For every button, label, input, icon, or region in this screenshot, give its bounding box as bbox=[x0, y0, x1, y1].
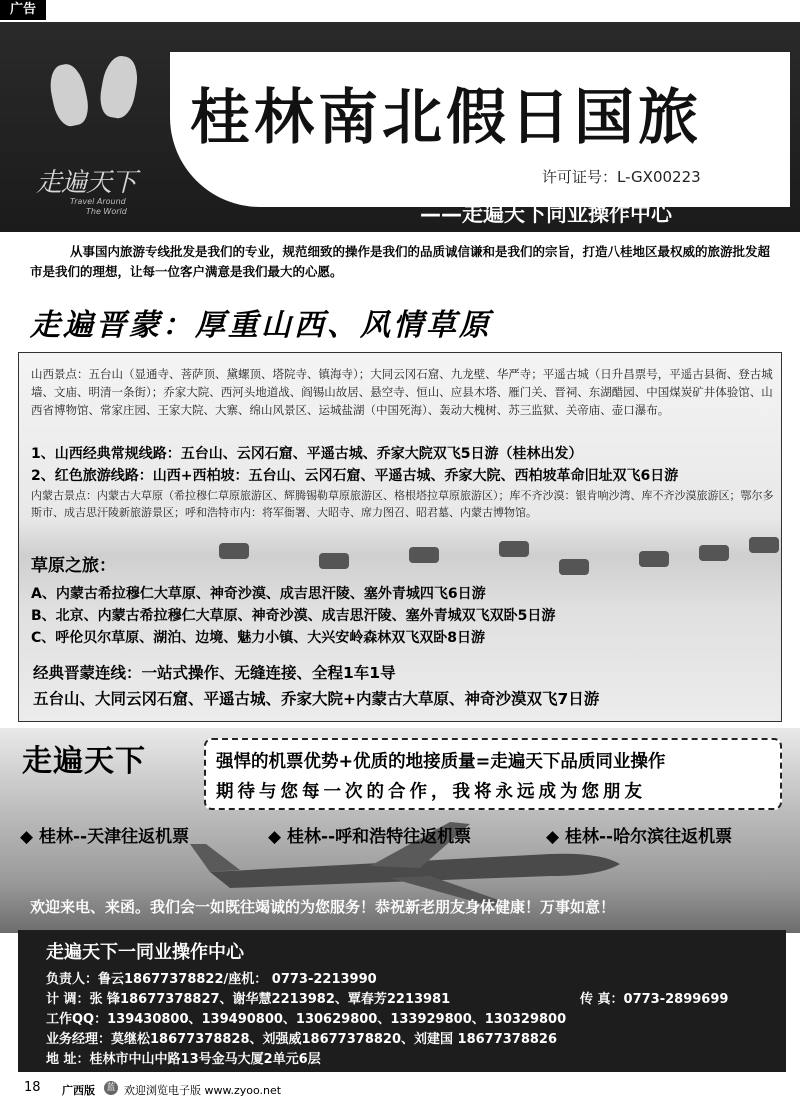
classic-route-detail: 五台山、大同云冈石窟、平遥古城、乔家大院+内蒙古大草原、神奇沙漠双飞7日游 bbox=[33, 690, 600, 708]
contact-address: 地 址：桂林市中山中路13号金马大厦2单元6层 bbox=[46, 1052, 321, 1067]
tour-panel bbox=[18, 352, 782, 722]
classic-route-heading: 经典晋蒙连线：一站式操作、无缝连接、全程1车1导 bbox=[33, 664, 396, 682]
route-2: 2、红色旅游线路：山西+西柏坡：五台山、云冈石窟、平遥古城、乔家大院、西柏坡革命旧址双飞6日游 bbox=[31, 468, 679, 484]
contact-sales: 业务经理：莫继松18677378828、刘强威18677378820、刘建国 18677378826 bbox=[46, 1032, 558, 1047]
edition-badge: 蓝 bbox=[104, 1081, 118, 1095]
route-1: 1、山西经典常规线路：五台山、云冈石窟、平遥古城、乔家大院双飞5日游（桂林出发） bbox=[31, 446, 583, 462]
grassland-heading: 草原之旅： bbox=[31, 556, 116, 576]
contact-title: 走遍天下一同业操作中心 bbox=[46, 942, 244, 963]
contact-block bbox=[18, 930, 786, 1072]
page-footer bbox=[0, 1078, 800, 1100]
website-link[interactable]: 欢迎浏览电子版 www.zyoo.net bbox=[124, 1084, 282, 1097]
ticket-hohhot: ◆ 桂林--呼和浩特往返机票 bbox=[268, 827, 472, 847]
contact-manager: 负责人：鲁云18677378822/座机： 0773-2213990 bbox=[46, 972, 377, 987]
header-banner bbox=[0, 22, 800, 232]
promo-line-2: 期待与您每一次的合作，我将永远成为您朋友 bbox=[216, 782, 646, 802]
shanxi-attractions: 山西景点：五台山（显通寺、菩萨顶、黛螺顶、塔院寺、镇海寺）；大同云冈石窟、九龙壁、华严寺；平遥古城（日升昌票号，平遥古县衙、登古城墙、文庙、明清一条街）；乔家大院、西河头地道战、阎锡山故居、悬空寺、恒山、应县木塔、雁门关、晋祠、东湖醋园、中国煤炭矿井体验馆、山西省博物馆、常家庄园、王家大院、大寨、绵山风景区、运城盐湖（中国死海）、轰动大槐树、苏三监狱、关帝庙、壶口瀑布。 bbox=[31, 367, 773, 417]
agency-title: 桂林南北假日国旅 bbox=[190, 83, 702, 153]
airplane-section bbox=[0, 728, 800, 933]
contact-qq: 工作QQ：139430800、139490800、130629800、133929800、130329800 bbox=[46, 1012, 567, 1027]
promo-box bbox=[204, 738, 782, 810]
contact-fax: 传 真：0773-2899699 bbox=[580, 992, 729, 1007]
tagline: ——走遍天下同业操作中心 bbox=[420, 202, 672, 226]
inner-mongolia-attractions: 内蒙古景点：内蒙古大草原（希拉穆仁草原旅游区、辉腾锡勒草原旅游区、格根塔拉草原旅游区）；库不齐沙漠：银肯响沙湾、库不齐沙漠旅游区；鄂尔多斯市、成吉思汗陵新旅游景区；呼和浩特市内：将军衙署、大昭寺、席力图召、昭君墓、内蒙古博物馆。 bbox=[31, 489, 774, 519]
brand-logo bbox=[30, 42, 180, 217]
grassland-route-a: A、内蒙古希拉穆仁大草原、神奇沙漠、成吉思汗陵、塞外青城四飞6日游 bbox=[31, 586, 486, 602]
intro-paragraph: 从事国内旅游专线批发是我们的专业，规范细致的操作是我们的品质诚信谦和是我们的宗旨，打造八桂地区最权威的旅游批发超市是我们的理想，让每一位客户满意是我们最大的心愿。 bbox=[30, 244, 771, 279]
edition-label: 广西版 bbox=[62, 1084, 95, 1097]
logo-english-text: Travel Around The World bbox=[70, 197, 127, 216]
ad-tag: 广告 bbox=[0, 0, 46, 20]
page-number: 18 bbox=[24, 1080, 41, 1095]
ticket-tianjin: ◆ 桂林--天津往返机票 bbox=[20, 827, 190, 847]
slogan-heading: 走遍晋蒙：厚重山西、风情草原 bbox=[30, 308, 492, 343]
license-number: 许可证号：L-GX00223 bbox=[542, 168, 701, 186]
logo-script-text: 走遍天下 bbox=[36, 168, 137, 198]
left-foot-icon bbox=[46, 61, 92, 129]
welcome-message: 欢迎来电、来函。我们会一如既往竭诚的为您服务！恭祝新老朋友身体健康！万事如意！ bbox=[30, 898, 616, 916]
right-foot-icon bbox=[97, 54, 141, 121]
grassland-route-c: C、呼伦贝尔草原、湖泊、边境、魅力小镇、大兴安岭森林双飞双卧8日游 bbox=[31, 630, 486, 646]
contact-operators: 计 调：张 锋18677378827、谢华慧2213982、覃春芳2213981 bbox=[46, 992, 451, 1007]
grassland-route-b: B、北京、内蒙古希拉穆仁大草原、神奇沙漠、成吉思汗陵、塞外青城双飞双卧5日游 bbox=[31, 608, 556, 624]
promo-line-1: 强悍的机票优势+优质的地接质量=走遍天下品质同业操作 bbox=[216, 752, 666, 772]
brand-name: 走遍天下 bbox=[22, 744, 146, 779]
ticket-harbin: ◆ 桂林--哈尔滨往返机票 bbox=[546, 827, 733, 847]
